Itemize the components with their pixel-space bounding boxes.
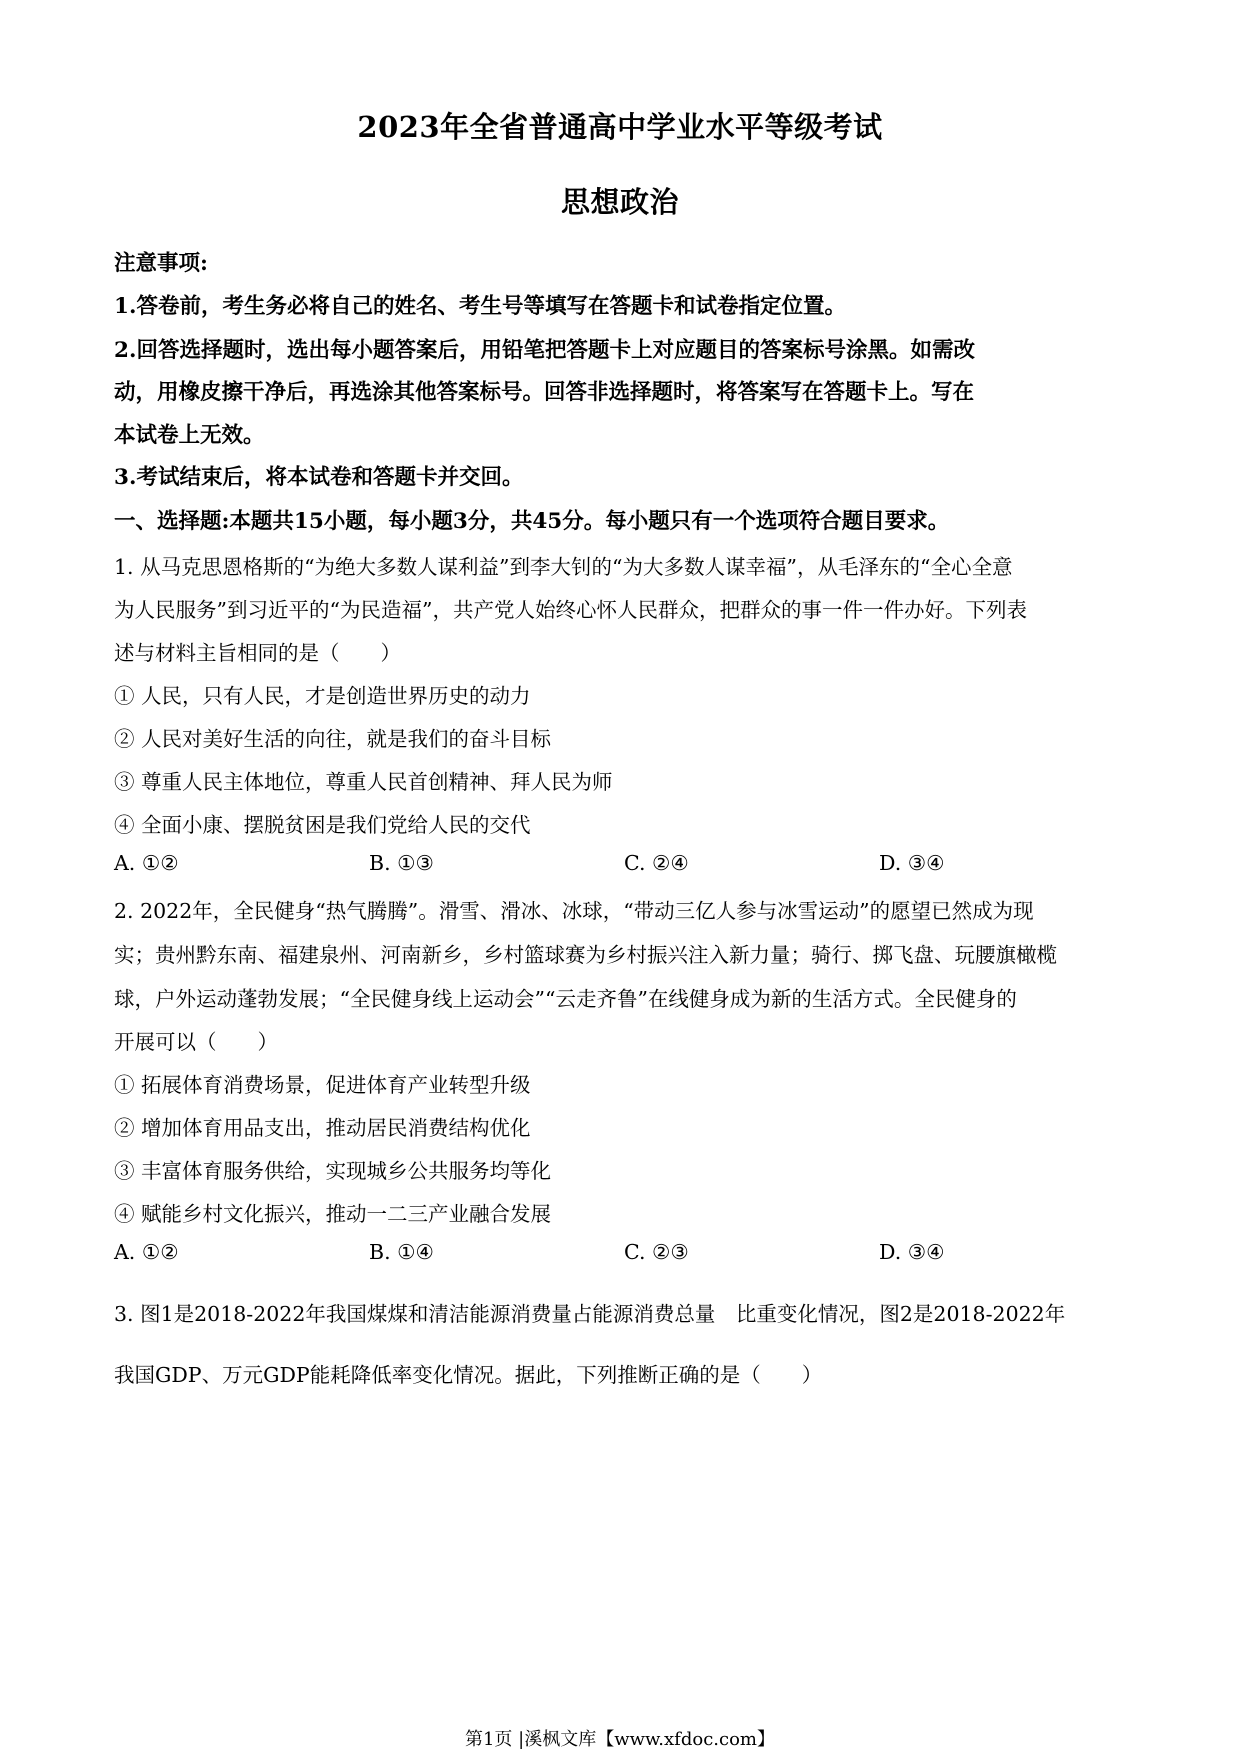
question-1-option-a[interactable]: A. ①② xyxy=(114,851,179,875)
question-1-option-c[interactable]: C. ②④ xyxy=(624,851,689,875)
subject-title: 思想政治 xyxy=(560,185,679,219)
exam-title: 2023年全省普通高中学业水平等级考试 xyxy=(357,110,883,144)
question-2-text: 球，户外运动蓬勃发展；“全民健身线上运动会”“云走齐鲁”在线健身成为新的生活方式。全民健身的 xyxy=(114,987,1017,1011)
question-1-statement: ③ 尊重人民主体地位，尊重人民首创精神、拜人民为师 xyxy=(114,770,613,794)
question-2-option-b[interactable]: B. ①④ xyxy=(369,1240,434,1264)
question-2-option-d[interactable]: D. ③④ xyxy=(879,1240,945,1264)
question-2-option-c[interactable]: C. ②③ xyxy=(624,1240,689,1264)
question-2-statement: ② 增加体育用品支出，推动居民消费结构优化 xyxy=(114,1116,531,1140)
question-1-option-d[interactable]: D. ③④ xyxy=(879,851,945,875)
question-1-option-b[interactable]: B. ①③ xyxy=(369,851,434,875)
notice-item: 3.考试结束后，将本试卷和答题卡并交回。 xyxy=(114,465,524,490)
notice-item: 动，用橡皮擦干净后，再选涂其他答案标号。回答非选择题时，将答案写在答题卡上。写在 xyxy=(114,380,975,405)
question-1-statement: ② 人民对美好生活的向往，就是我们的奋斗目标 xyxy=(114,727,552,751)
notice-item: 1.答卷前，考生务必将自己的姓名、考生号等填写在答题卡和试卷指定位置。 xyxy=(114,294,846,319)
question-2-statement: ④ 赋能乡村文化振兴，推动一二三产业融合发展 xyxy=(114,1202,552,1226)
question-2-text: 实；贵州黔东南、福建泉州、河南新乡，乡村篮球赛为乡村振兴注入新力量；骑行、掷飞盘、玩腰旗橄榄 xyxy=(114,943,1057,967)
question-2-option-a[interactable]: A. ①② xyxy=(114,1240,179,1264)
question-3-text: 3. 图1是2018-2022年我国煤煤和清洁能源消费量占能源消费总量 比重变化情况，图2是2018-2022年 xyxy=(114,1302,1066,1326)
question-2-statement: ③ 丰富体育服务供给，实现城乡公共服务均等化 xyxy=(114,1159,552,1183)
question-2-text: 开展可以（ ） xyxy=(114,1030,278,1054)
page-footer: 第1页 |溪枫文库【www.xfdoc.com】 xyxy=(464,1729,775,1750)
question-1-statement: ① 人民，只有人民，才是创造世界历史的动力 xyxy=(114,684,531,708)
question-2-statement: ① 拓展体育消费场景，促进体育产业转型升级 xyxy=(114,1073,531,1097)
notice-heading: 注意事项: xyxy=(114,251,208,276)
notice-item: 2.回答选择题时，选出每小题答案后，用铅笔把答题卡上对应题目的答案标号涂黑。如需改 xyxy=(114,338,975,363)
question-1-statement: ④ 全面小康、摆脱贫困是我们党给人民的交代 xyxy=(114,813,531,837)
question-2-text: 2. 2022年，全民健身“热气腾腾”。滑雪、滑冰、冰球，“带动三亿人参与冰雪运动”的愿望已然成为现 xyxy=(114,899,1034,923)
question-1-text: 述与材料主旨相同的是（ ） xyxy=(114,641,401,665)
question-1-text: 为人民服务”到习近平的“为民造福”，共产党人始终心怀人民群众，把群众的事一件一件办好。下列表 xyxy=(114,598,1027,622)
section-heading: 一、选择题:本题共15小题，每小题3分，共45分。每小题只有一个选项符合题目要求。 xyxy=(114,509,950,534)
question-3-text: 我国GDP、万元GDP能耗降低率变化情况。据此，下列推断正确的是（ ） xyxy=(114,1363,823,1387)
question-1-text: 1. 从马克思恩格斯的“为绝大多数人谋利益”到李大钊的“为大多数人谋幸福”，从毛泽东的“全心全意 xyxy=(114,555,1013,579)
notice-item: 本试卷上无效。 xyxy=(114,423,265,448)
